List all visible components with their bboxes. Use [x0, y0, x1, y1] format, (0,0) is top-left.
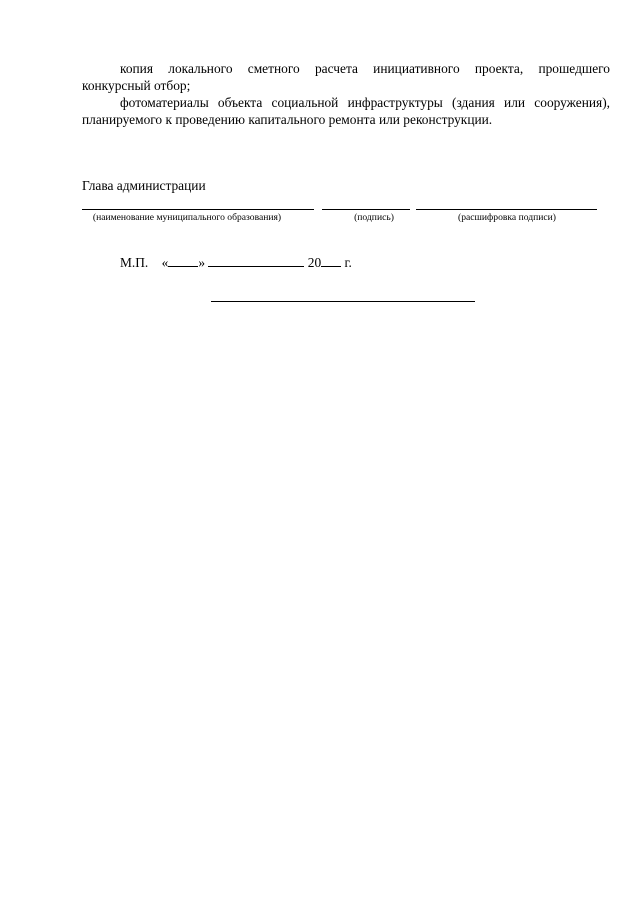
year-suffix: г. — [344, 255, 352, 270]
stamp-place-label: М.П. — [120, 255, 149, 270]
caption-municipality-name: (наименование муниципального образования) — [92, 212, 282, 223]
day-blank — [168, 254, 198, 267]
signature-line — [322, 209, 410, 210]
month-blank — [208, 254, 304, 267]
signatory-title: Глава администрации — [82, 178, 206, 193]
paragraph-estimate-copy: копия локального сметного расчета инициативного проекта, прошедшего конкурсный отбор; — [82, 61, 610, 93]
quote-open: « — [161, 255, 169, 270]
closing-separator-line — [211, 301, 475, 302]
century-text: 20 — [307, 255, 322, 270]
caption-signature-decryption: (расшифровка подписи) — [458, 212, 556, 223]
caption-signature: (подпись) — [354, 212, 394, 223]
year-blank — [321, 254, 341, 267]
quote-close: » — [198, 255, 206, 270]
paragraph-photo-materials: фотоматериалы объекта социальной инфраструктуры (здания или сооружения), планируемого к проведению капитального ремонта или реконструкции. — [82, 95, 610, 127]
municipality-name-line — [82, 209, 314, 210]
signature-decryption-line — [416, 209, 597, 210]
stamp-date-row — [120, 254, 352, 271]
